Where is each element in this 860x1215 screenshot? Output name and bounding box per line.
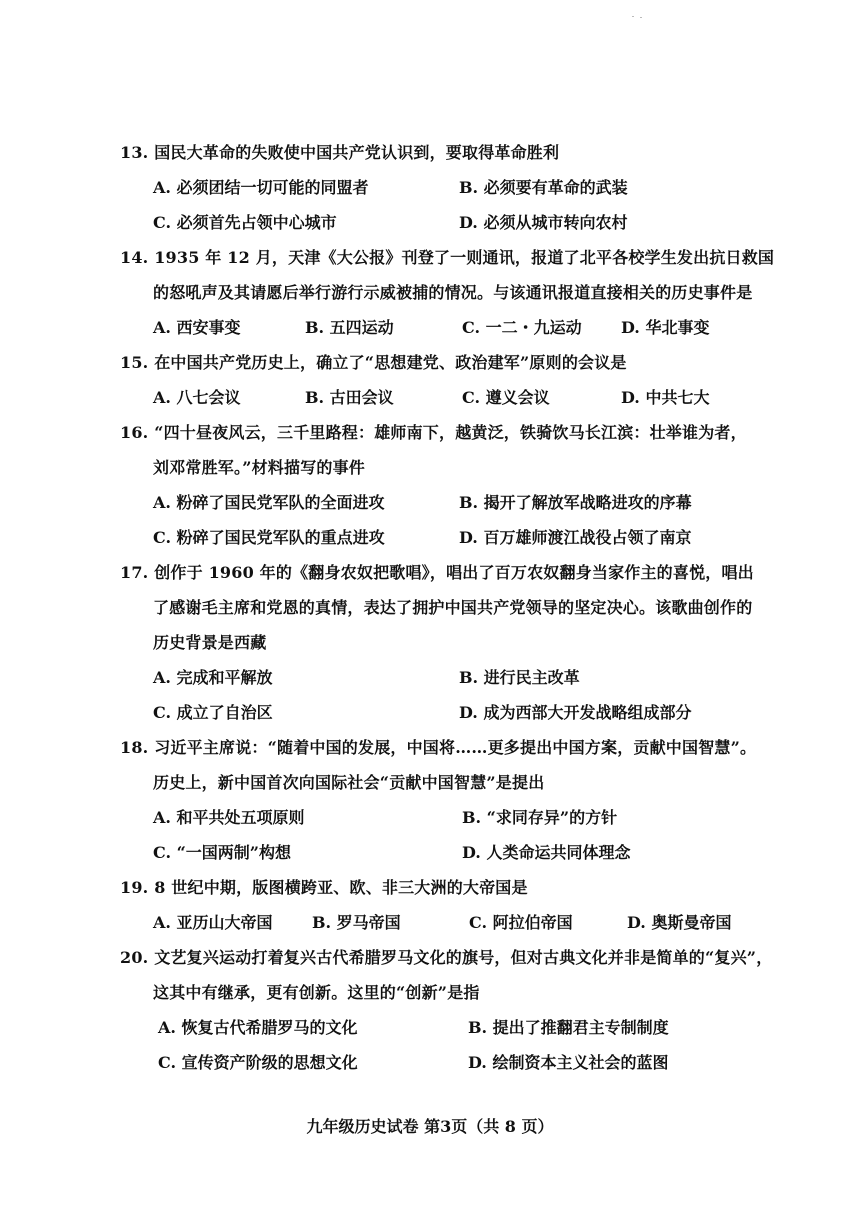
question-19-option-b: B. 罗马帝国 bbox=[312, 913, 401, 932]
question-13-option-a: A. 必须团结一切可能的同盟者 bbox=[153, 178, 369, 197]
question-19-option-c: C. 阿拉伯帝国 bbox=[469, 913, 573, 932]
question-14-stem-line-2: 的怒吼声及其请愿后举行游行示威被捕的情况。与该通讯报道直接相关的历史事件是 bbox=[153, 283, 753, 302]
question-17-option-a: A. 完成和平解放 bbox=[153, 668, 273, 687]
scan-speck bbox=[640, 17, 642, 18]
question-16-option-d: D. 百万雄师渡江战役占领了南京 bbox=[459, 528, 692, 547]
question-19-option-a: A. 亚历山大帝国 bbox=[153, 913, 273, 932]
scan-speck bbox=[632, 16, 634, 17]
question-15-stem: 15. 在中国共产党历史上，确立了“思想建党、政治建军”原则的会议是 bbox=[120, 353, 627, 372]
question-15-option-d: D. 中共七大 bbox=[621, 388, 710, 407]
question-16-stem-line-1: 16. “四十昼夜风云，三千里路程：雄师南下，越黄泛，铁骑饮马长江滨：壮举谁为者， bbox=[120, 423, 747, 442]
page-footer: 九年级历史试卷 第3页（共 8 页） bbox=[306, 1117, 554, 1136]
question-13-option-d: D. 必须从城市转向农村 bbox=[459, 213, 628, 232]
question-20-option-d: D. 绘制资本主义社会的蓝图 bbox=[468, 1053, 669, 1072]
question-14-option-b: B. 五四运动 bbox=[305, 318, 394, 337]
question-20-option-c: C. 宣传资产阶级的思想文化 bbox=[158, 1053, 358, 1072]
question-14-stem-line-1: 14. 1935 年 12 月，天津《大公报》刊登了一则通讯，报道了北平各校学生发出抗日救国 bbox=[120, 248, 775, 267]
question-20-option-a: A. 恢复古代希腊罗马的文化 bbox=[158, 1018, 358, 1037]
question-13-option-c: C. 必须首先占领中心城市 bbox=[153, 213, 337, 232]
question-13-stem: 13. 国民大革命的失败使中国共产党认识到，要取得革命胜利 bbox=[120, 143, 560, 162]
question-18-stem-line-2: 历史上，新中国首次向国际社会“贡献中国智慧”是提出 bbox=[153, 773, 545, 792]
question-16-option-a: A. 粉碎了国民党军队的全面进攻 bbox=[153, 493, 385, 512]
question-13-option-b: B. 必须要有革命的武装 bbox=[459, 178, 628, 197]
question-20-stem-line-2: 这其中有继承，更有创新。这里的“创新”是指 bbox=[153, 983, 480, 1002]
question-17-stem-line-2: 了感谢毛主席和党恩的真情，表达了拥护中国共产党领导的坚定决心。该歌曲创作的 bbox=[153, 598, 753, 617]
question-20-stem-line-1: 20. 文艺复兴运动打着复兴古代希腊罗马文化的旗号，但对古典文化并非是简单的“复兴”， bbox=[120, 948, 773, 967]
question-15-option-b: B. 古田会议 bbox=[305, 388, 394, 407]
question-16-option-b: B. 揭开了解放军战略进攻的序幕 bbox=[459, 493, 692, 512]
question-17-stem-line-1: 17. 创作于 1960 年的《翻身农奴把歌唱》，唱出了百万农奴翻身当家作主的喜悦，唱出 bbox=[120, 563, 754, 582]
question-14-option-a: A. 西安事变 bbox=[153, 318, 241, 337]
question-18-stem-line-1: 18. 习近平主席说：“随着中国的发展，中国将……更多提出中国方案，贡献中国智慧”。 bbox=[120, 738, 757, 757]
question-17-option-b: B. 进行民主改革 bbox=[459, 668, 580, 687]
question-17-stem-line-3: 历史背景是西藏 bbox=[153, 633, 267, 652]
question-20-option-b: B. 提出了推翻君主专制制度 bbox=[468, 1018, 669, 1037]
question-17-option-d: D. 成为西部大开发战略组成部分 bbox=[459, 703, 692, 722]
question-18-option-b: B. “求同存异”的方针 bbox=[462, 808, 618, 827]
question-15-option-c: C. 遵义会议 bbox=[462, 388, 550, 407]
question-18-option-d: D. 人类命运共同体理念 bbox=[462, 843, 631, 862]
question-15-option-a: A. 八七会议 bbox=[153, 388, 241, 407]
question-16-option-c: C. 粉碎了国民党军队的重点进攻 bbox=[153, 528, 385, 547]
question-17-option-c: C. 成立了自治区 bbox=[153, 703, 273, 722]
question-19-option-d: D. 奥斯曼帝国 bbox=[627, 913, 732, 932]
question-14-option-c: C. 一二・九运动 bbox=[462, 318, 582, 337]
question-18-option-a: A. 和平共处五项原则 bbox=[153, 808, 305, 827]
question-18-option-c: C. “一国两制”构想 bbox=[153, 843, 292, 862]
question-14-option-d: D. 华北事变 bbox=[621, 318, 710, 337]
question-16-stem-line-2: 刘邓常胜军。”材料描写的事件 bbox=[153, 458, 366, 477]
question-19-stem: 19. 8 世纪中期，版图横跨亚、欧、非三大洲的大帝国是 bbox=[120, 878, 528, 897]
